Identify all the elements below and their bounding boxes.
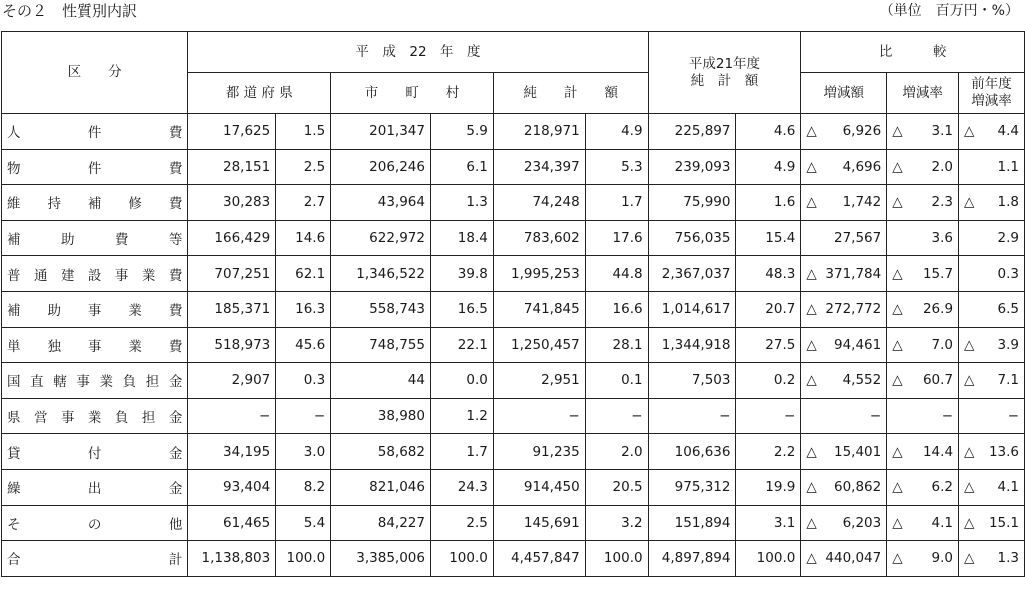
cell-pref-pct: 5.4 [276,505,331,541]
cell-diff [801,256,887,292]
cell-value: − [869,408,882,425]
cell-pref-pct: 8.2 [276,469,331,505]
negative-sign: △ [964,479,975,496]
expenditure-table [1,31,1025,577]
cell-value: 0.3 [997,265,1019,282]
cell-prev-rate [959,327,1025,363]
cell-muni: 821,046 [331,469,431,505]
cell-diff [801,398,887,434]
cell-prev: 1,014,617 [648,291,736,327]
header-zennendo-line2: 増減率 [971,93,1012,109]
cell-muni-pct: 24.3 [430,469,493,505]
cell-pref-pct: − [276,398,331,434]
cell-pref: 34,195 [188,434,276,470]
cell-diff [801,469,887,505]
cell-net-pct: 1.7 [585,185,648,221]
negative-sign: △ [892,479,903,496]
cell-diff [801,185,887,221]
cell-rate [887,327,959,363]
cell-rate [887,185,959,221]
cell-prev-pct: 20.7 [736,291,801,327]
row-label: 県営事業負担金 [2,398,188,434]
cell-prev: 4,897,894 [648,541,736,577]
cell-muni: 748,755 [331,327,431,363]
header-h21 [648,32,801,114]
cell-prev-rate [959,541,1025,577]
table-row [2,291,1025,327]
cell-value: 13.6 [988,443,1019,460]
cell-value: 27,567 [833,230,882,247]
cell-pref-pct: 2.7 [276,185,331,221]
cell-prev: 1,344,918 [648,327,736,363]
negative-sign: △ [892,194,903,211]
row-label: 物件費 [2,149,188,185]
cell-prev-rate [959,114,1025,150]
cell-rate [887,291,959,327]
cell-rate [887,363,959,399]
cell-pref: 61,465 [188,505,276,541]
negative-sign: △ [964,550,975,567]
cell-value: 4,696 [842,158,882,175]
negative-sign: △ [806,336,817,353]
cell-rate [887,256,959,292]
cell-prev-pct: 0.2 [736,363,801,399]
cell-prev: 7,503 [648,363,736,399]
cell-prev-rate [959,256,1025,292]
cell-pref: − [188,398,276,434]
negative-sign: △ [964,194,975,211]
cell-prev: 239,093 [648,149,736,185]
cell-pref-pct: 100.0 [276,541,331,577]
cell-value: 3.9 [997,336,1019,353]
cell-value: 3.1 [931,123,954,140]
cell-net: 783,602 [493,220,585,256]
cell-value: 9.0 [931,550,954,567]
cell-prev-pct: 4.9 [736,149,801,185]
cell-pref-pct: 2.5 [276,149,331,185]
table-row [2,363,1025,399]
cell-muni: 3,385,006 [331,541,431,577]
negative-sign: △ [964,443,975,460]
cell-value: 371,784 [825,265,882,282]
cell-value: 1.8 [997,194,1019,211]
cell-value: 440,047 [825,550,882,567]
cell-prev: 75,990 [648,185,736,221]
cell-net: 4,457,847 [493,541,585,577]
cell-net-pct: 4.9 [585,114,648,150]
cell-muni: 558,743 [331,291,431,327]
cell-muni: 43,964 [331,185,431,221]
cell-net-pct: 17.6 [585,220,648,256]
negative-sign: △ [892,372,903,389]
header-zennendo [959,73,1025,114]
cell-muni-pct: 18.4 [430,220,493,256]
header-zougenritsu: 増減率 [887,73,959,114]
table-row [2,327,1025,363]
cell-net: 74,248 [493,185,585,221]
table-row [2,469,1025,505]
cell-muni-pct: 100.0 [430,541,493,577]
cell-net: 234,397 [493,149,585,185]
cell-prev-rate [959,220,1025,256]
negative-sign: △ [806,158,817,175]
row-label: 貸付金 [2,434,188,470]
row-label: 繰出金 [2,469,188,505]
header-todofuken: 都 道 府 県 [188,73,331,114]
cell-muni: 38,980 [331,398,431,434]
cell-rate [887,434,959,470]
negative-sign: △ [806,265,817,282]
cell-pref: 17,625 [188,114,276,150]
cell-value: 6,926 [842,123,882,140]
cell-muni-pct: 39.8 [430,256,493,292]
negative-sign: △ [806,514,817,531]
cell-rate [887,469,959,505]
cell-net: 1,250,457 [493,327,585,363]
negative-sign: △ [964,336,975,353]
cell-value: 3.6 [931,230,954,247]
row-label: 単独事業費 [2,327,188,363]
cell-prev-pct: 100.0 [736,541,801,577]
row-label: 補助事業費 [2,291,188,327]
cell-prev-rate [959,363,1025,399]
table-row [2,149,1025,185]
unit-note: （単位 百万円・%） [879,3,1019,19]
cell-value: − [941,408,954,425]
negative-sign: △ [806,123,817,140]
cell-rate [887,149,959,185]
table-row [2,541,1025,577]
cell-value: 7.1 [997,372,1019,389]
cell-prev-rate [959,398,1025,434]
cell-net: 218,971 [493,114,585,150]
row-label: 人件費 [2,114,188,150]
cell-diff [801,541,887,577]
negative-sign: △ [892,158,903,175]
cell-muni: 58,682 [331,434,431,470]
cell-value: 26.9 [922,301,954,318]
cell-prev: 151,894 [648,505,736,541]
negative-sign: △ [892,550,903,567]
cell-rate [887,541,959,577]
negative-sign: △ [806,194,817,211]
negative-sign: △ [964,514,975,531]
header-h22: 平 成 22 年 度 [188,32,648,73]
cell-net-pct: 20.5 [585,469,648,505]
cell-net-pct: 44.8 [585,256,648,292]
header-junkei: 純 計 額 [493,73,648,114]
header-h21-title: 平成21年度 [688,55,761,72]
cell-pref-pct: 45.6 [276,327,331,363]
table-row [2,114,1025,150]
cell-value: 1,742 [842,194,882,211]
cell-net: 914,450 [493,469,585,505]
cell-prev-pct: 2.2 [736,434,801,470]
cell-net-pct: 3.2 [585,505,648,541]
cell-prev-pct: 27.5 [736,327,801,363]
header-kubun: 区 分 [2,32,188,114]
header-hikaku: 比 較 [801,32,1025,73]
cell-pref-pct: 1.5 [276,114,331,150]
cell-pref: 1,138,803 [188,541,276,577]
cell-net-pct: 28.1 [585,327,648,363]
cell-net: 91,235 [493,434,585,470]
table-row [2,220,1025,256]
cell-value: 14.4 [922,443,954,460]
cell-value: 15,401 [833,443,882,460]
cell-value: 4.1 [931,514,954,531]
cell-prev: 106,636 [648,434,736,470]
cell-diff [801,434,887,470]
cell-prev-rate [959,185,1025,221]
table-row [2,434,1025,470]
negative-sign: △ [964,123,975,140]
cell-diff [801,114,887,150]
cell-value: 15.7 [922,265,954,282]
cell-prev-pct: 48.3 [736,256,801,292]
cell-prev: 2,367,037 [648,256,736,292]
cell-value: 60.7 [922,372,954,389]
cell-pref-pct: 62.1 [276,256,331,292]
row-label: 補助費等 [2,220,188,256]
cell-prev: 975,312 [648,469,736,505]
cell-muni-pct: 22.1 [430,327,493,363]
cell-value: 6.5 [997,301,1019,318]
cell-rate [887,114,959,150]
negative-sign: △ [892,336,903,353]
cell-muni-pct: 1.3 [430,185,493,221]
cell-net-pct: 16.6 [585,291,648,327]
negative-sign: △ [892,265,903,282]
cell-value: 6.2 [931,479,954,496]
negative-sign: △ [806,550,817,567]
negative-sign: △ [892,123,903,140]
cell-muni: 44 [331,363,431,399]
cell-diff [801,505,887,541]
table-body [2,114,1025,577]
cell-pref-pct: 16.3 [276,291,331,327]
cell-net-pct: 5.3 [585,149,648,185]
cell-diff [801,363,887,399]
cell-muni: 1,346,522 [331,256,431,292]
table-row [2,256,1025,292]
cell-pref: 2,907 [188,363,276,399]
cell-prev-rate [959,505,1025,541]
header-zougengaku: 増減額 [801,73,887,114]
cell-muni: 84,227 [331,505,431,541]
cell-prev-pct: 15.4 [736,220,801,256]
cell-prev: − [648,398,736,434]
cell-value: 1.3 [997,550,1019,567]
negative-sign: △ [806,443,817,460]
cell-prev-pct: 19.9 [736,469,801,505]
row-label: その他 [2,505,188,541]
cell-value: 2.9 [997,230,1019,247]
cell-pref: 518,973 [188,327,276,363]
cell-prev-pct: − [736,398,801,434]
cell-diff [801,291,887,327]
cell-net: − [493,398,585,434]
negative-sign: △ [892,514,903,531]
cell-prev: 225,897 [648,114,736,150]
cell-pref-pct: 14.6 [276,220,331,256]
cell-prev-rate [959,291,1025,327]
row-label: 維持補修費 [2,185,188,221]
cell-pref: 166,429 [188,220,276,256]
negative-sign: △ [892,301,903,318]
cell-rate [887,505,959,541]
header-zennendo-line1: 前年度 [971,76,1012,92]
cell-prev-pct: 3.1 [736,505,801,541]
cell-muni-pct: 6.1 [430,149,493,185]
table-row [2,185,1025,221]
cell-prev-rate [959,434,1025,470]
cell-muni-pct: 5.9 [430,114,493,150]
cell-net-pct: 0.1 [585,363,648,399]
cell-pref: 30,283 [188,185,276,221]
cell-muni: 622,972 [331,220,431,256]
cell-value: 2.3 [931,194,954,211]
cell-prev-rate [959,149,1025,185]
row-label: 普通建設事業費 [2,256,188,292]
cell-net-pct: 100.0 [585,541,648,577]
cell-value: 272,772 [825,301,882,318]
cell-muni-pct: 1.7 [430,434,493,470]
cell-value: 94,461 [833,336,882,353]
table-caption: その２ 性質別内訳 [2,2,138,20]
header-h21-sub: 純 計 額 [690,72,759,89]
header-shichoson: 市 町 村 [331,73,494,114]
row-label: 合計 [2,541,188,577]
cell-muni-pct: 0.0 [430,363,493,399]
cell-muni-pct: 1.2 [430,398,493,434]
row-label: 国直轄事業負担金 [2,363,188,399]
cell-value: 4.4 [997,123,1019,140]
cell-net-pct: − [585,398,648,434]
cell-prev-rate [959,469,1025,505]
cell-value: 60,862 [833,479,882,496]
cell-muni-pct: 16.5 [430,291,493,327]
cell-net: 2,951 [493,363,585,399]
negative-sign: △ [964,372,975,389]
negative-sign: △ [892,443,903,460]
cell-muni: 206,246 [331,149,431,185]
cell-net: 145,691 [493,505,585,541]
cell-prev-pct: 4.6 [736,114,801,150]
cell-value: 4.1 [997,479,1019,496]
negative-sign: △ [806,479,817,496]
cell-diff [801,327,887,363]
cell-pref-pct: 0.3 [276,363,331,399]
cell-rate [887,398,959,434]
cell-value: 6,203 [842,514,882,531]
cell-rate [887,220,959,256]
table-row [2,398,1025,434]
cell-net: 1,995,253 [493,256,585,292]
cell-pref: 93,404 [188,469,276,505]
cell-prev: 756,035 [648,220,736,256]
cell-muni-pct: 2.5 [430,505,493,541]
cell-value: 4,552 [842,372,882,389]
cell-muni: 201,347 [331,114,431,150]
negative-sign: △ [806,372,817,389]
cell-pref: 707,251 [188,256,276,292]
negative-sign: △ [806,301,817,318]
cell-diff [801,220,887,256]
cell-value: 2.0 [931,158,954,175]
cell-pref: 185,371 [188,291,276,327]
cell-prev-pct: 1.6 [736,185,801,221]
table-row [2,505,1025,541]
cell-pref-pct: 3.0 [276,434,331,470]
cell-pref: 28,151 [188,149,276,185]
cell-net: 741,845 [493,291,585,327]
cell-value: 15.1 [988,514,1019,531]
cell-value: − [1007,408,1019,425]
cell-value: 1.1 [997,158,1019,175]
cell-value: 7.0 [931,336,954,353]
cell-net-pct: 2.0 [585,434,648,470]
cell-diff [801,149,887,185]
